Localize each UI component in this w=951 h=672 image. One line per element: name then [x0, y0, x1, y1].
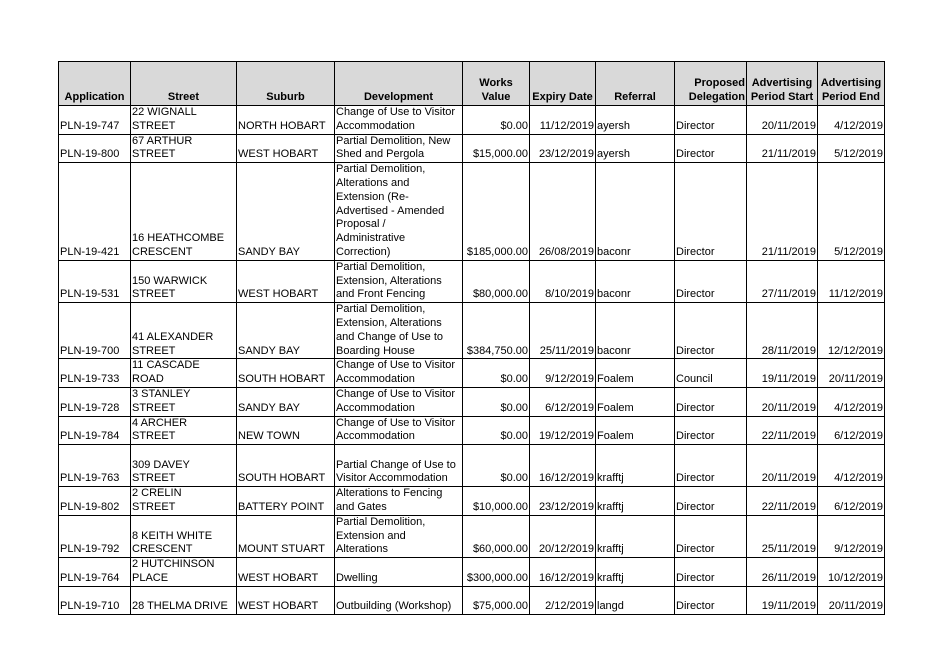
cell-advertising-start: 27/11/2019	[747, 260, 818, 302]
table-row	[59, 303, 885, 359]
cell-advertising-start: 26/11/2019	[747, 558, 818, 587]
cell-advertising-start: 19/11/2019	[747, 359, 818, 388]
cell-referral: Foalem	[596, 387, 675, 416]
cell-advertising-start: 20/11/2019	[747, 106, 818, 135]
col-header-street: Street	[131, 62, 237, 106]
cell-referral: Foalem	[596, 416, 675, 445]
cell-referral: baconr	[596, 260, 675, 302]
cell-referral: ayersh	[596, 134, 675, 163]
cell-application: PLN-19-747	[59, 106, 131, 135]
cell-works-value: $10,000.00	[463, 487, 530, 516]
table-row	[59, 134, 885, 163]
col-header-works-value: Works Value	[463, 62, 530, 106]
cell-application: PLN-19-728	[59, 387, 131, 416]
cell-street: 150 WARWICK STREET	[131, 260, 237, 302]
cell-expiry-date: 26/08/2019	[530, 163, 596, 261]
cell-expiry-date: 2/12/2019	[530, 586, 596, 614]
cell-development: Change of Use to Visitor Accommodation	[335, 359, 463, 388]
cell-proposed-delegation: Director	[675, 416, 747, 445]
cell-proposed-delegation: Director	[675, 134, 747, 163]
cell-proposed-delegation: Director	[675, 487, 747, 516]
cell-works-value: $0.00	[463, 106, 530, 135]
cell-advertising-start: 20/11/2019	[747, 387, 818, 416]
cell-application: PLN-19-800	[59, 134, 131, 163]
cell-application: PLN-19-710	[59, 586, 131, 614]
cell-suburb: WEST HOBART	[237, 260, 335, 302]
cell-advertising-end: 4/12/2019	[818, 106, 885, 135]
cell-suburb: SANDY BAY	[237, 163, 335, 261]
cell-development: Partial Demolition, Extension, Alterations and Change of Use to Boarding House	[335, 303, 463, 359]
cell-advertising-start: 20/11/2019	[747, 445, 818, 487]
cell-application: PLN-19-421	[59, 163, 131, 261]
cell-application: PLN-19-700	[59, 303, 131, 359]
cell-street: 309 DAVEY STREET	[131, 445, 237, 487]
cell-application: PLN-19-764	[59, 558, 131, 587]
cell-works-value: $80,000.00	[463, 260, 530, 302]
cell-expiry-date: 16/12/2019	[530, 445, 596, 487]
cell-suburb: SOUTH HOBART	[237, 359, 335, 388]
cell-expiry-date: 23/12/2019	[530, 134, 596, 163]
table-row	[59, 359, 885, 388]
cell-street: 28 THELMA DRIVE	[131, 586, 237, 614]
cell-suburb: SANDY BAY	[237, 303, 335, 359]
col-header-development: Development	[335, 62, 463, 106]
cell-suburb: NORTH HOBART	[237, 106, 335, 135]
cell-application: PLN-19-802	[59, 487, 131, 516]
col-header-application: Application	[59, 62, 131, 106]
cell-advertising-start: 21/11/2019	[747, 134, 818, 163]
table-row	[59, 515, 885, 557]
cell-proposed-delegation: Director	[675, 163, 747, 261]
cell-proposed-delegation: Director	[675, 387, 747, 416]
cell-development: Partial Demolition, Extension, Alterations and Front Fencing	[335, 260, 463, 302]
cell-works-value: $185,000.00	[463, 163, 530, 261]
cell-development: Partial Demolition, Extension and Alterations	[335, 515, 463, 557]
cell-works-value: $0.00	[463, 387, 530, 416]
cell-development: Partial Demolition, Alterations and Extension (Re- Advertised - Amended Proposal / Administrative Correction)	[335, 163, 463, 261]
cell-proposed-delegation: Director	[675, 260, 747, 302]
cell-development: Alterations to Fencing and Gates	[335, 487, 463, 516]
cell-expiry-date: 16/12/2019	[530, 558, 596, 587]
cell-suburb: SOUTH HOBART	[237, 445, 335, 487]
cell-proposed-delegation: Director	[675, 515, 747, 557]
cell-referral: krafftj	[596, 515, 675, 557]
table-row	[59, 260, 885, 302]
cell-referral: krafftj	[596, 487, 675, 516]
col-header-advertising-end: Advertising Period End	[818, 62, 885, 106]
cell-proposed-delegation: Director	[675, 586, 747, 614]
cell-expiry-date: 23/12/2019	[530, 487, 596, 516]
cell-expiry-date: 19/12/2019	[530, 416, 596, 445]
cell-application: PLN-19-733	[59, 359, 131, 388]
cell-street: 8 KEITH WHITE CRESCENT	[131, 515, 237, 557]
cell-development: Change of Use to Visitor Accommodation	[335, 106, 463, 135]
cell-suburb: BATTERY POINT	[237, 487, 335, 516]
table-row	[59, 106, 885, 135]
cell-suburb: NEW TOWN	[237, 416, 335, 445]
table-row	[59, 586, 885, 614]
cell-development: Change of Use to Visitor Accommodation	[335, 416, 463, 445]
cell-advertising-end: 11/12/2019	[818, 260, 885, 302]
cell-advertising-start: 22/11/2019	[747, 487, 818, 516]
cell-advertising-end: 6/12/2019	[818, 416, 885, 445]
cell-advertising-end: 12/12/2019	[818, 303, 885, 359]
cell-suburb: WEST HOBART	[237, 586, 335, 614]
cell-advertising-end: 9/12/2019	[818, 515, 885, 557]
cell-street: 67 ARTHUR STREET	[131, 134, 237, 163]
cell-advertising-end: 6/12/2019	[818, 487, 885, 516]
cell-referral: langd	[596, 586, 675, 614]
table-row	[59, 416, 885, 445]
cell-proposed-delegation: Council	[675, 359, 747, 388]
cell-development: Dwelling	[335, 558, 463, 587]
cell-development: Change of Use to Visitor Accommodation	[335, 387, 463, 416]
cell-advertising-end: 20/11/2019	[818, 359, 885, 388]
cell-advertising-end: 20/11/2019	[818, 586, 885, 614]
cell-application: PLN-19-784	[59, 416, 131, 445]
cell-referral: Foalem	[596, 359, 675, 388]
cell-suburb: SANDY BAY	[237, 387, 335, 416]
cell-street: 11 CASCADE ROAD	[131, 359, 237, 388]
table-row	[59, 163, 885, 261]
table-row	[59, 387, 885, 416]
cell-referral: baconr	[596, 163, 675, 261]
header-row	[59, 62, 885, 106]
cell-street: 2 CRELIN STREET	[131, 487, 237, 516]
cell-advertising-start: 21/11/2019	[747, 163, 818, 261]
cell-works-value: $60,000.00	[463, 515, 530, 557]
cell-referral: krafftj	[596, 445, 675, 487]
cell-advertising-end: 4/12/2019	[818, 387, 885, 416]
cell-proposed-delegation: Director	[675, 558, 747, 587]
cell-referral: ayersh	[596, 106, 675, 135]
cell-advertising-end: 5/12/2019	[818, 163, 885, 261]
cell-proposed-delegation: Director	[675, 106, 747, 135]
cell-street: 2 HUTCHINSON PLACE	[131, 558, 237, 587]
cell-street: 16 HEATHCOMBE CRESCENT	[131, 163, 237, 261]
cell-works-value: $75,000.00	[463, 586, 530, 614]
cell-works-value: $300,000.00	[463, 558, 530, 587]
col-header-suburb: Suburb	[237, 62, 335, 106]
cell-suburb: WEST HOBART	[237, 558, 335, 587]
cell-advertising-start: 19/11/2019	[747, 586, 818, 614]
cell-works-value: $0.00	[463, 359, 530, 388]
cell-development: Partial Demolition, New Shed and Pergola	[335, 134, 463, 163]
cell-works-value: $0.00	[463, 445, 530, 487]
col-header-advertising-start: Advertising Period Start	[747, 62, 818, 106]
applications-table	[58, 61, 885, 615]
cell-advertising-start: 22/11/2019	[747, 416, 818, 445]
cell-proposed-delegation: Director	[675, 445, 747, 487]
cell-advertising-start: 25/11/2019	[747, 515, 818, 557]
cell-referral: krafftj	[596, 558, 675, 587]
cell-street: 3 STANLEY STREET	[131, 387, 237, 416]
cell-expiry-date: 9/12/2019	[530, 359, 596, 388]
cell-expiry-date: 11/12/2019	[530, 106, 596, 135]
cell-expiry-date: 6/12/2019	[530, 387, 596, 416]
cell-expiry-date: 8/10/2019	[530, 260, 596, 302]
cell-advertising-end: 10/12/2019	[818, 558, 885, 587]
cell-street: 4 ARCHER STREET	[131, 416, 237, 445]
cell-expiry-date: 25/11/2019	[530, 303, 596, 359]
cell-development: Partial Change of Use to Visitor Accommodation	[335, 445, 463, 487]
cell-advertising-end: 4/12/2019	[818, 445, 885, 487]
col-header-expiry-date: Expiry Date	[530, 62, 596, 106]
table-row	[59, 558, 885, 587]
cell-referral: baconr	[596, 303, 675, 359]
cell-advertising-end: 5/12/2019	[818, 134, 885, 163]
cell-street: 41 ALEXANDER STREET	[131, 303, 237, 359]
cell-suburb: MOUNT STUART	[237, 515, 335, 557]
cell-works-value: $0.00	[463, 416, 530, 445]
cell-works-value: $384,750.00	[463, 303, 530, 359]
col-header-referral: Referral	[596, 62, 675, 106]
cell-proposed-delegation: Director	[675, 303, 747, 359]
cell-application: PLN-19-531	[59, 260, 131, 302]
cell-application: PLN-19-763	[59, 445, 131, 487]
cell-expiry-date: 20/12/2019	[530, 515, 596, 557]
table-row	[59, 445, 885, 487]
cell-application: PLN-19-792	[59, 515, 131, 557]
cell-street: 22 WIGNALL STREET	[131, 106, 237, 135]
cell-advertising-start: 28/11/2019	[747, 303, 818, 359]
cell-development: Outbuilding (Workshop)	[335, 586, 463, 614]
cell-suburb: WEST HOBART	[237, 134, 335, 163]
col-header-proposed-delegation: Proposed Delegation	[675, 62, 747, 106]
table-row	[59, 487, 885, 516]
cell-works-value: $15,000.00	[463, 134, 530, 163]
